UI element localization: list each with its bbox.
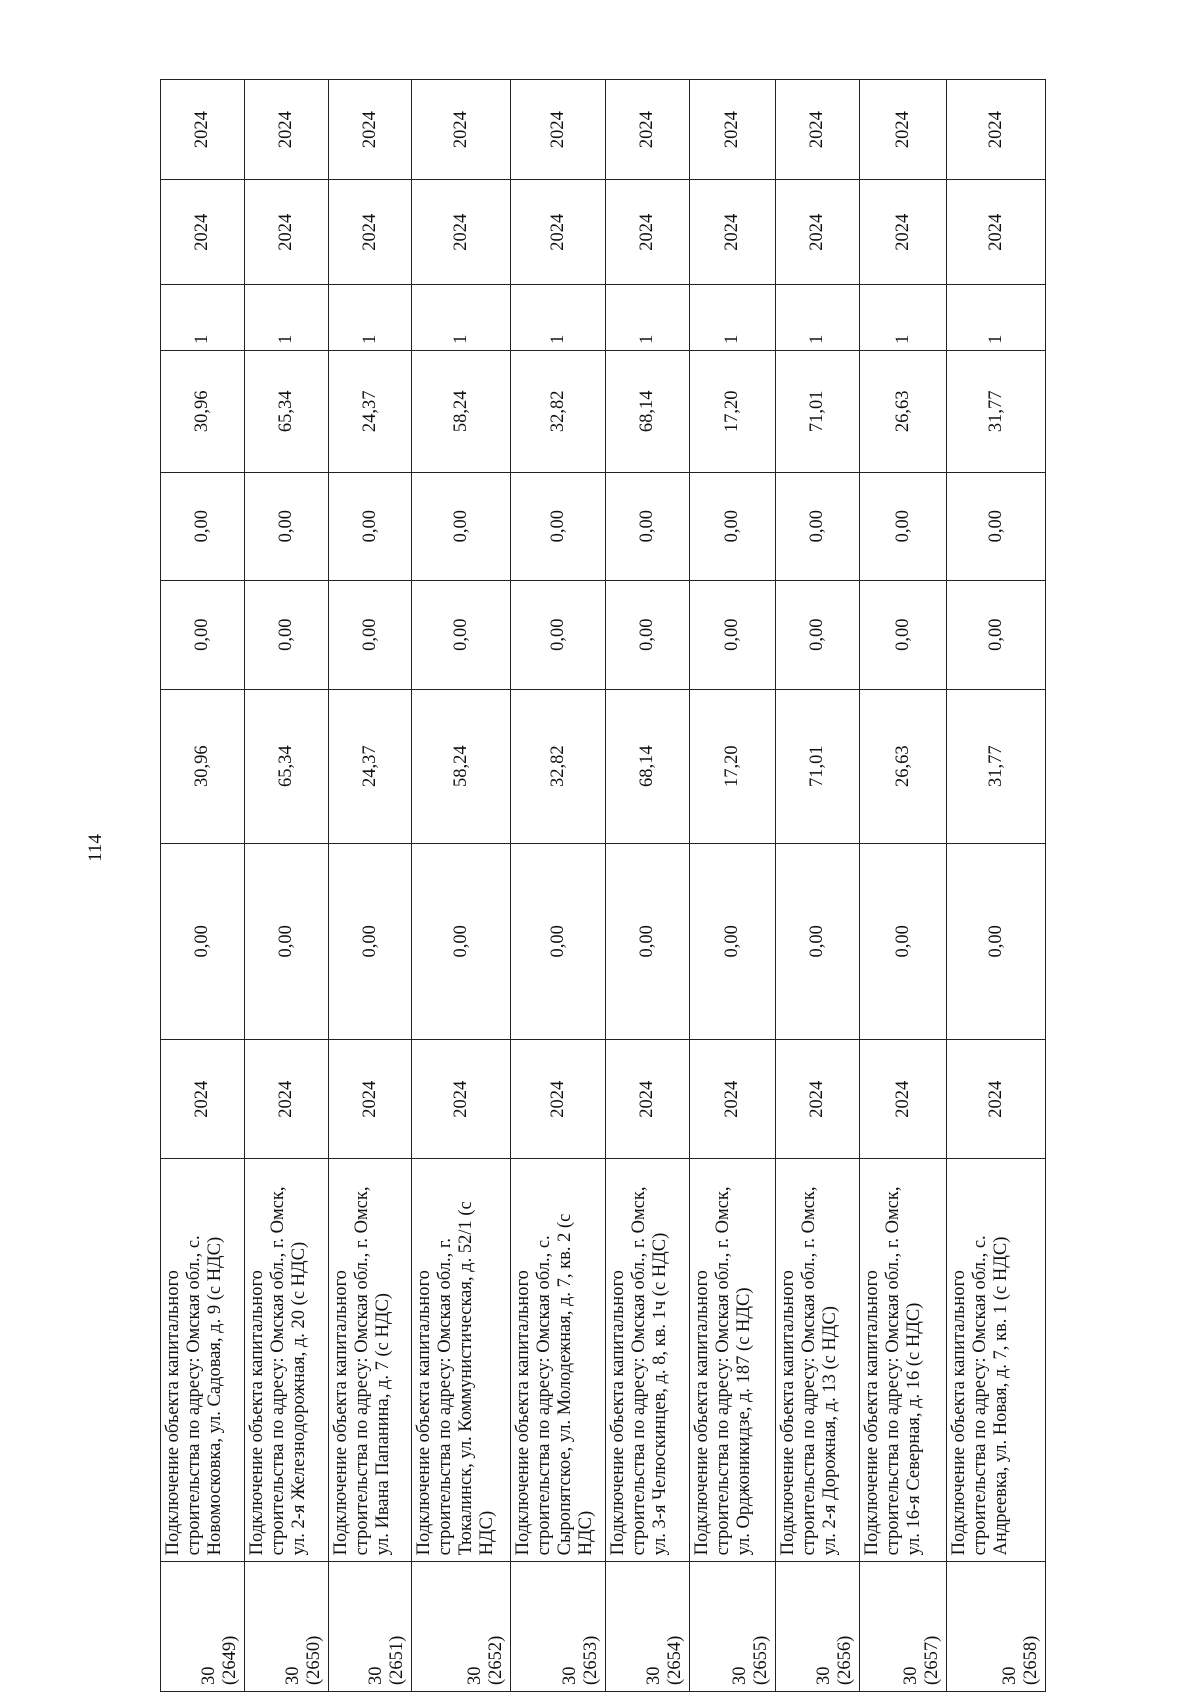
value-cell-2: 65,34 <box>245 689 329 843</box>
year-start-cell: 2024 <box>511 180 606 285</box>
value-cell-2: 24,37 <box>329 689 412 843</box>
description-cell: Подключение объекта капитального строительства по адресу: Омская обл., с. Сыропятское, ул. Молодежная, д. 7, кв. 2 (с НДС) <box>511 1159 606 1562</box>
value-cell-4: 0,00 <box>947 472 1046 580</box>
value-cell-1: 0,00 <box>245 843 329 1039</box>
count-cell: 1 <box>511 285 606 350</box>
table-row <box>860 80 947 1692</box>
value-cell-5: 32,82 <box>511 350 606 472</box>
table-row <box>329 80 412 1692</box>
value-cell-3: 0,00 <box>329 580 412 689</box>
description-cell: Подключение объекта капитального строительства по адресу: Омская обл., г. Тюкалинск, ул. Коммунистическая, д. 52/1 (с НДС) <box>412 1159 511 1562</box>
page-number: 114 <box>85 834 106 862</box>
row-id: (2650) <box>304 1635 324 1685</box>
rotated-table-container <box>160 79 1045 1692</box>
value-cell-5: 71,01 <box>776 350 860 472</box>
value-cell-3: 0,00 <box>690 580 776 689</box>
value-cell-2: 68,14 <box>606 689 690 843</box>
row-id: (2658) <box>1021 1635 1041 1685</box>
year-start-cell: 2024 <box>947 180 1046 285</box>
value-cell-1: 0,00 <box>511 843 606 1039</box>
value-cell-3: 0,00 <box>606 580 690 689</box>
row-index-cell <box>947 1562 1046 1692</box>
value-cell-5: 30,96 <box>161 350 245 472</box>
description-cell: Подключение объекта капитального строительства по адресу: Омская обл., г. Омск, ул. 3-я Челюскинцев, д. 8, кв. 1ч (с НДС) <box>606 1159 690 1562</box>
value-cell-2: 71,01 <box>776 689 860 843</box>
value-cell-4: 0,00 <box>245 472 329 580</box>
year-cell: 2024 <box>776 1040 860 1159</box>
year-start-cell: 2024 <box>412 180 511 285</box>
value-cell-1: 0,00 <box>161 843 245 1039</box>
value-cell-2: 26,63 <box>860 689 947 843</box>
year-start-cell: 2024 <box>690 180 776 285</box>
value-cell-5: 26,63 <box>860 350 947 472</box>
year-cell: 2024 <box>161 1040 245 1159</box>
row-index-cell <box>606 1562 690 1692</box>
value-cell-3: 0,00 <box>860 580 947 689</box>
row-id: (2651) <box>387 1635 407 1685</box>
row-index: 30 <box>730 1666 750 1685</box>
value-cell-4: 0,00 <box>606 472 690 580</box>
year-end-cell: 2024 <box>245 80 329 180</box>
year-end-cell: 2024 <box>860 80 947 180</box>
description-cell: Подключение объекта капитального строительства по адресу: Омская обл., г. Омск, ул. Орджоникидзе, д. 187 (с НДС) <box>690 1159 776 1562</box>
year-cell: 2024 <box>412 1040 511 1159</box>
year-cell: 2024 <box>329 1040 412 1159</box>
table-row <box>776 80 860 1692</box>
row-id: (2654) <box>665 1635 685 1685</box>
row-index: 30 <box>814 1666 834 1685</box>
count-cell: 1 <box>161 285 245 350</box>
value-cell-5: 31,77 <box>947 350 1046 472</box>
table-row <box>412 80 511 1692</box>
value-cell-2: 30,96 <box>161 689 245 843</box>
count-cell: 1 <box>245 285 329 350</box>
row-index: 30 <box>283 1666 303 1685</box>
row-id: (2653) <box>581 1635 601 1685</box>
row-index-cell <box>412 1562 511 1692</box>
year-end-cell: 2024 <box>606 80 690 180</box>
table-body <box>161 80 1046 1692</box>
year-start-cell: 2024 <box>245 180 329 285</box>
row-id: (2652) <box>486 1635 506 1685</box>
year-cell: 2024 <box>690 1040 776 1159</box>
year-start-cell: 2024 <box>776 180 860 285</box>
year-start-cell: 2024 <box>161 180 245 285</box>
year-end-cell: 2024 <box>161 80 245 180</box>
year-start-cell: 2024 <box>860 180 947 285</box>
year-end-cell: 2024 <box>511 80 606 180</box>
year-cell: 2024 <box>947 1040 1046 1159</box>
value-cell-1: 0,00 <box>860 843 947 1039</box>
value-cell-4: 0,00 <box>511 472 606 580</box>
value-cell-5: 58,24 <box>412 350 511 472</box>
value-cell-3: 0,00 <box>245 580 329 689</box>
value-cell-1: 0,00 <box>776 843 860 1039</box>
value-cell-4: 0,00 <box>412 472 511 580</box>
count-cell: 1 <box>860 285 947 350</box>
value-cell-5: 65,34 <box>245 350 329 472</box>
row-index-cell <box>690 1562 776 1692</box>
description-cell: Подключение объекта капитального строительства по адресу: Омская обл., г. Омск, ул. 2-я Дорожная, д. 13 (с НДС) <box>776 1159 860 1562</box>
value-cell-3: 0,00 <box>776 580 860 689</box>
count-cell: 1 <box>947 285 1046 350</box>
year-end-cell: 2024 <box>412 80 511 180</box>
value-cell-3: 0,00 <box>511 580 606 689</box>
row-index-cell <box>511 1562 606 1692</box>
year-cell: 2024 <box>245 1040 329 1159</box>
count-cell: 1 <box>776 285 860 350</box>
count-cell: 1 <box>329 285 412 350</box>
row-index-cell <box>245 1562 329 1692</box>
table-row <box>606 80 690 1692</box>
count-cell: 1 <box>606 285 690 350</box>
value-cell-4: 0,00 <box>329 472 412 580</box>
value-cell-2: 58,24 <box>412 689 511 843</box>
table-row <box>511 80 606 1692</box>
table-row <box>161 80 245 1692</box>
row-index: 30 <box>465 1666 485 1685</box>
value-cell-4: 0,00 <box>860 472 947 580</box>
value-cell-1: 0,00 <box>606 843 690 1039</box>
row-index-cell <box>161 1562 245 1692</box>
year-end-cell: 2024 <box>329 80 412 180</box>
table-row <box>245 80 329 1692</box>
row-index-cell <box>860 1562 947 1692</box>
value-cell-1: 0,00 <box>690 843 776 1039</box>
row-id: (2655) <box>751 1635 771 1685</box>
description-cell: Подключение объекта капитального строительства по адресу: Омская обл., с. Андреевка, ул. Новая, д. 7, кв. 1 (с НДС) <box>947 1159 1046 1562</box>
row-index-cell <box>329 1562 412 1692</box>
value-cell-4: 0,00 <box>161 472 245 580</box>
description-cell: Подключение объекта капитального строительства по адресу: Омская обл., г. Омск, ул. Ивана Папанина, д. 7 (с НДС) <box>329 1159 412 1562</box>
row-index: 30 <box>366 1666 386 1685</box>
row-index: 30 <box>1000 1666 1020 1685</box>
row-index: 30 <box>199 1666 219 1685</box>
description-cell: Подключение объекта капитального строительства по адресу: Омская обл., г. Омск, ул. 2-я Железнодорожная, д. 20 (с НДС) <box>245 1159 329 1562</box>
value-cell-4: 0,00 <box>690 472 776 580</box>
count-cell: 1 <box>412 285 511 350</box>
description-cell: Подключение объекта капитального строительства по адресу: Омская обл., г. Омск, ул. 16-я Северная, д. 16 (с НДС) <box>860 1159 947 1562</box>
row-id: (2657) <box>922 1635 942 1685</box>
description-cell: Подключение объекта капитального строительства по адресу: Омская обл., с. Новомосковка, ул. Садовая, д. 9 (с НДС) <box>161 1159 245 1562</box>
value-cell-2: 31,77 <box>947 689 1046 843</box>
year-end-cell: 2024 <box>690 80 776 180</box>
value-cell-2: 17,20 <box>690 689 776 843</box>
row-index: 30 <box>901 1666 921 1685</box>
count-cell: 1 <box>690 285 776 350</box>
year-cell: 2024 <box>860 1040 947 1159</box>
year-start-cell: 2024 <box>606 180 690 285</box>
row-index: 30 <box>644 1666 664 1685</box>
value-cell-1: 0,00 <box>329 843 412 1039</box>
year-cell: 2024 <box>606 1040 690 1159</box>
value-cell-5: 24,37 <box>329 350 412 472</box>
value-cell-2: 32,82 <box>511 689 606 843</box>
value-cell-5: 68,14 <box>606 350 690 472</box>
row-index: 30 <box>560 1666 580 1685</box>
year-end-cell: 2024 <box>947 80 1046 180</box>
table-row <box>690 80 776 1692</box>
row-index-cell <box>776 1562 860 1692</box>
value-cell-1: 0,00 <box>412 843 511 1039</box>
year-start-cell: 2024 <box>329 180 412 285</box>
value-cell-4: 0,00 <box>776 472 860 580</box>
investment-table <box>160 79 1046 1692</box>
year-end-cell: 2024 <box>776 80 860 180</box>
value-cell-3: 0,00 <box>412 580 511 689</box>
value-cell-5: 17,20 <box>690 350 776 472</box>
value-cell-3: 0,00 <box>161 580 245 689</box>
value-cell-1: 0,00 <box>947 843 1046 1039</box>
value-cell-3: 0,00 <box>947 580 1046 689</box>
row-id: (2649) <box>220 1635 240 1685</box>
row-id: (2656) <box>835 1635 855 1685</box>
table-row <box>947 80 1046 1692</box>
year-cell: 2024 <box>511 1040 606 1159</box>
